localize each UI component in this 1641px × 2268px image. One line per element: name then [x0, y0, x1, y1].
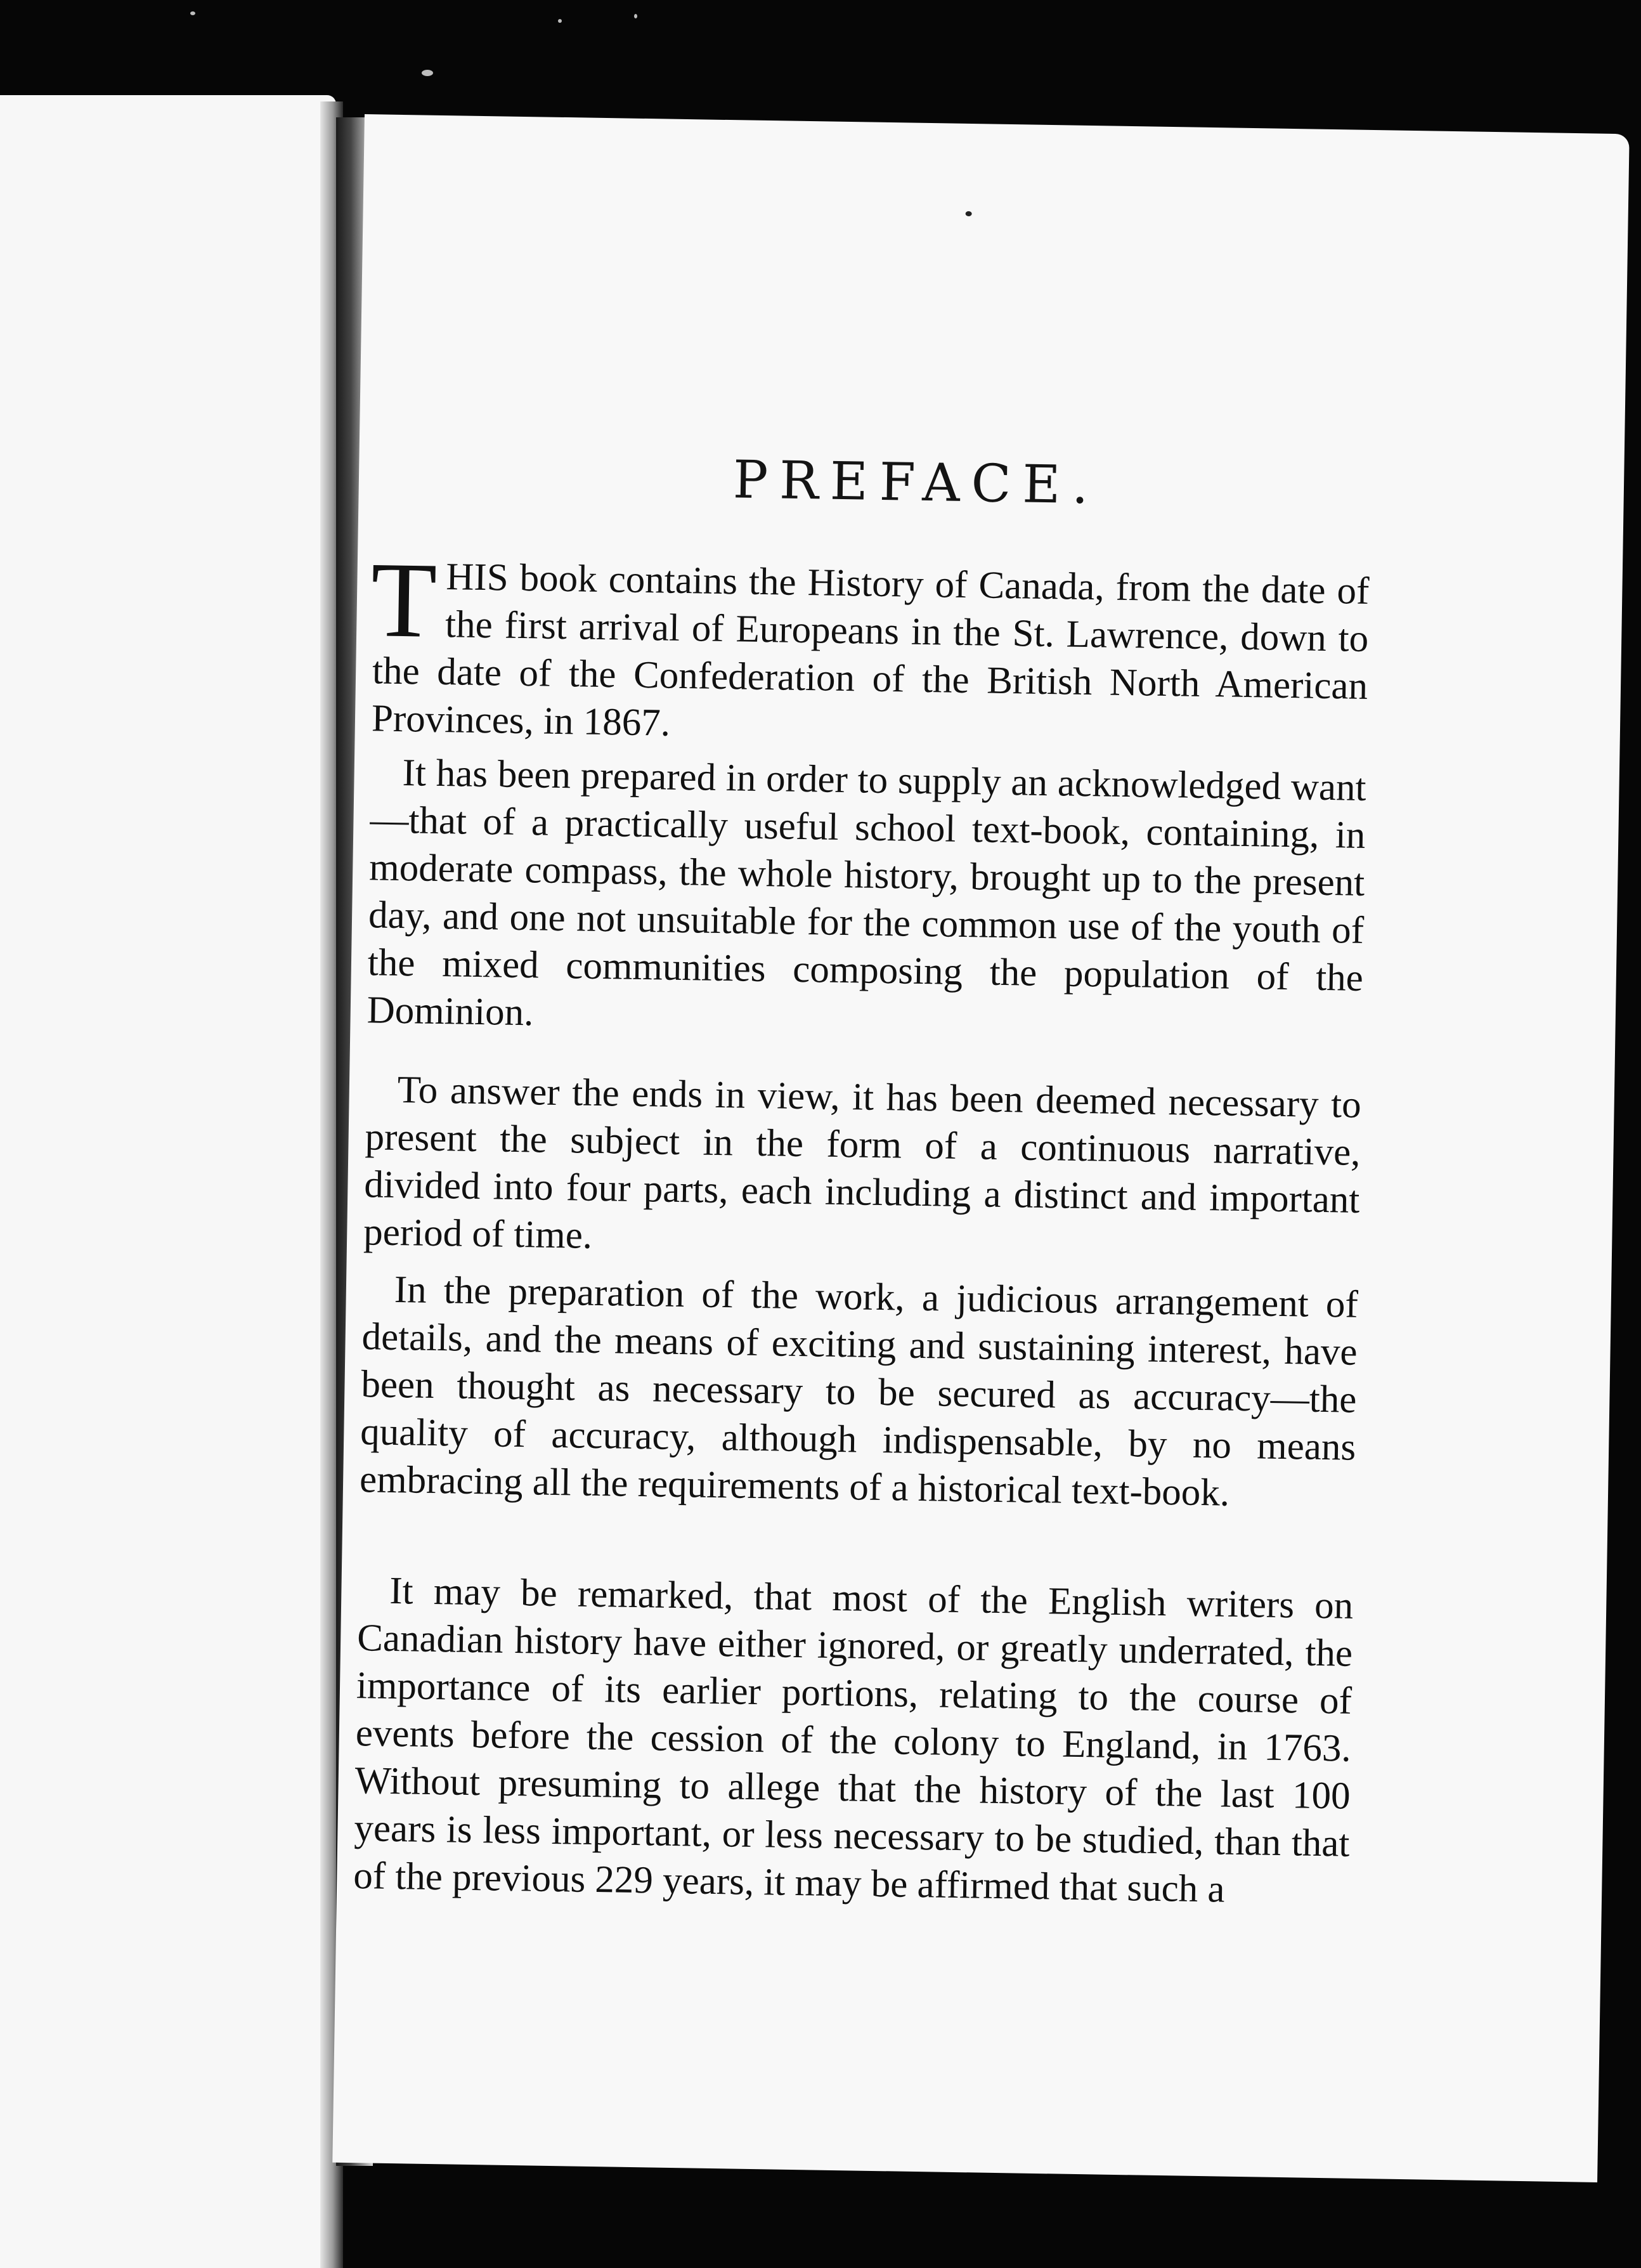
stray-ink-mark: [966, 211, 972, 216]
preface-paragraph-1: [370, 540, 1370, 758]
preface-paragraph-3: [363, 1066, 1362, 1272]
preface-paragraph-2: [366, 748, 1366, 1050]
paragraph-text: HIS book contains the History of Canada, from the date of the first arrival of Europeans in the St. Lawrence, down to the date of the Confederation of the British North American Provinces, in 1867.: [371, 556, 1370, 745]
preface-paragraph-4: [360, 1265, 1359, 1519]
preface-paragraph-5: [353, 1567, 1354, 1915]
paragraph-text: In the preparation of the work, a judicious arrangement of details, and the means of exciting and sustaining interest, have been thought as necessary to be secured as accuracy—the quality of accuracy, although indispensable, by no means embracing all the requirements of a historical text-book.: [359, 1268, 1359, 1515]
dust-speck: [558, 19, 562, 23]
dust-speck: [634, 14, 637, 18]
dust-speck: [190, 11, 195, 15]
paragraph-text: To answer the ends in view, it has been deemed necessary to present the subject in the form of a continuous narrative, divided into four parts, each including a distinct and important period of time.: [363, 1069, 1362, 1257]
paragraph-text: It has been prepared in order to supply an acknowledged want—that of a practically useful school text-book, containing, in moderate compass, the whole history, brought up to the present day, and one not unsuitable for the common use of the youth of the mixed communities composing the population of the Dominion.: [366, 752, 1367, 1034]
page-title: PREFACE.: [732, 450, 1101, 516]
preface-page: [332, 114, 1629, 2182]
drop-cap-letter: T: [370, 540, 438, 660]
paragraph-text: It may be remarked, that most of the English writers on Canadian history have either ignored, or greatly underrated, the importance of its earlier portions, relating to the course of events before the cession of the colony to England, in 1763. Without presuming to allege that the history of the last 100 years is less important, or less necessary to be studied, than that of the previous 229 years, it may be affirmed that such a: [353, 1569, 1354, 1911]
dust-speck: [422, 70, 433, 76]
blank-left-page: [0, 95, 336, 2268]
